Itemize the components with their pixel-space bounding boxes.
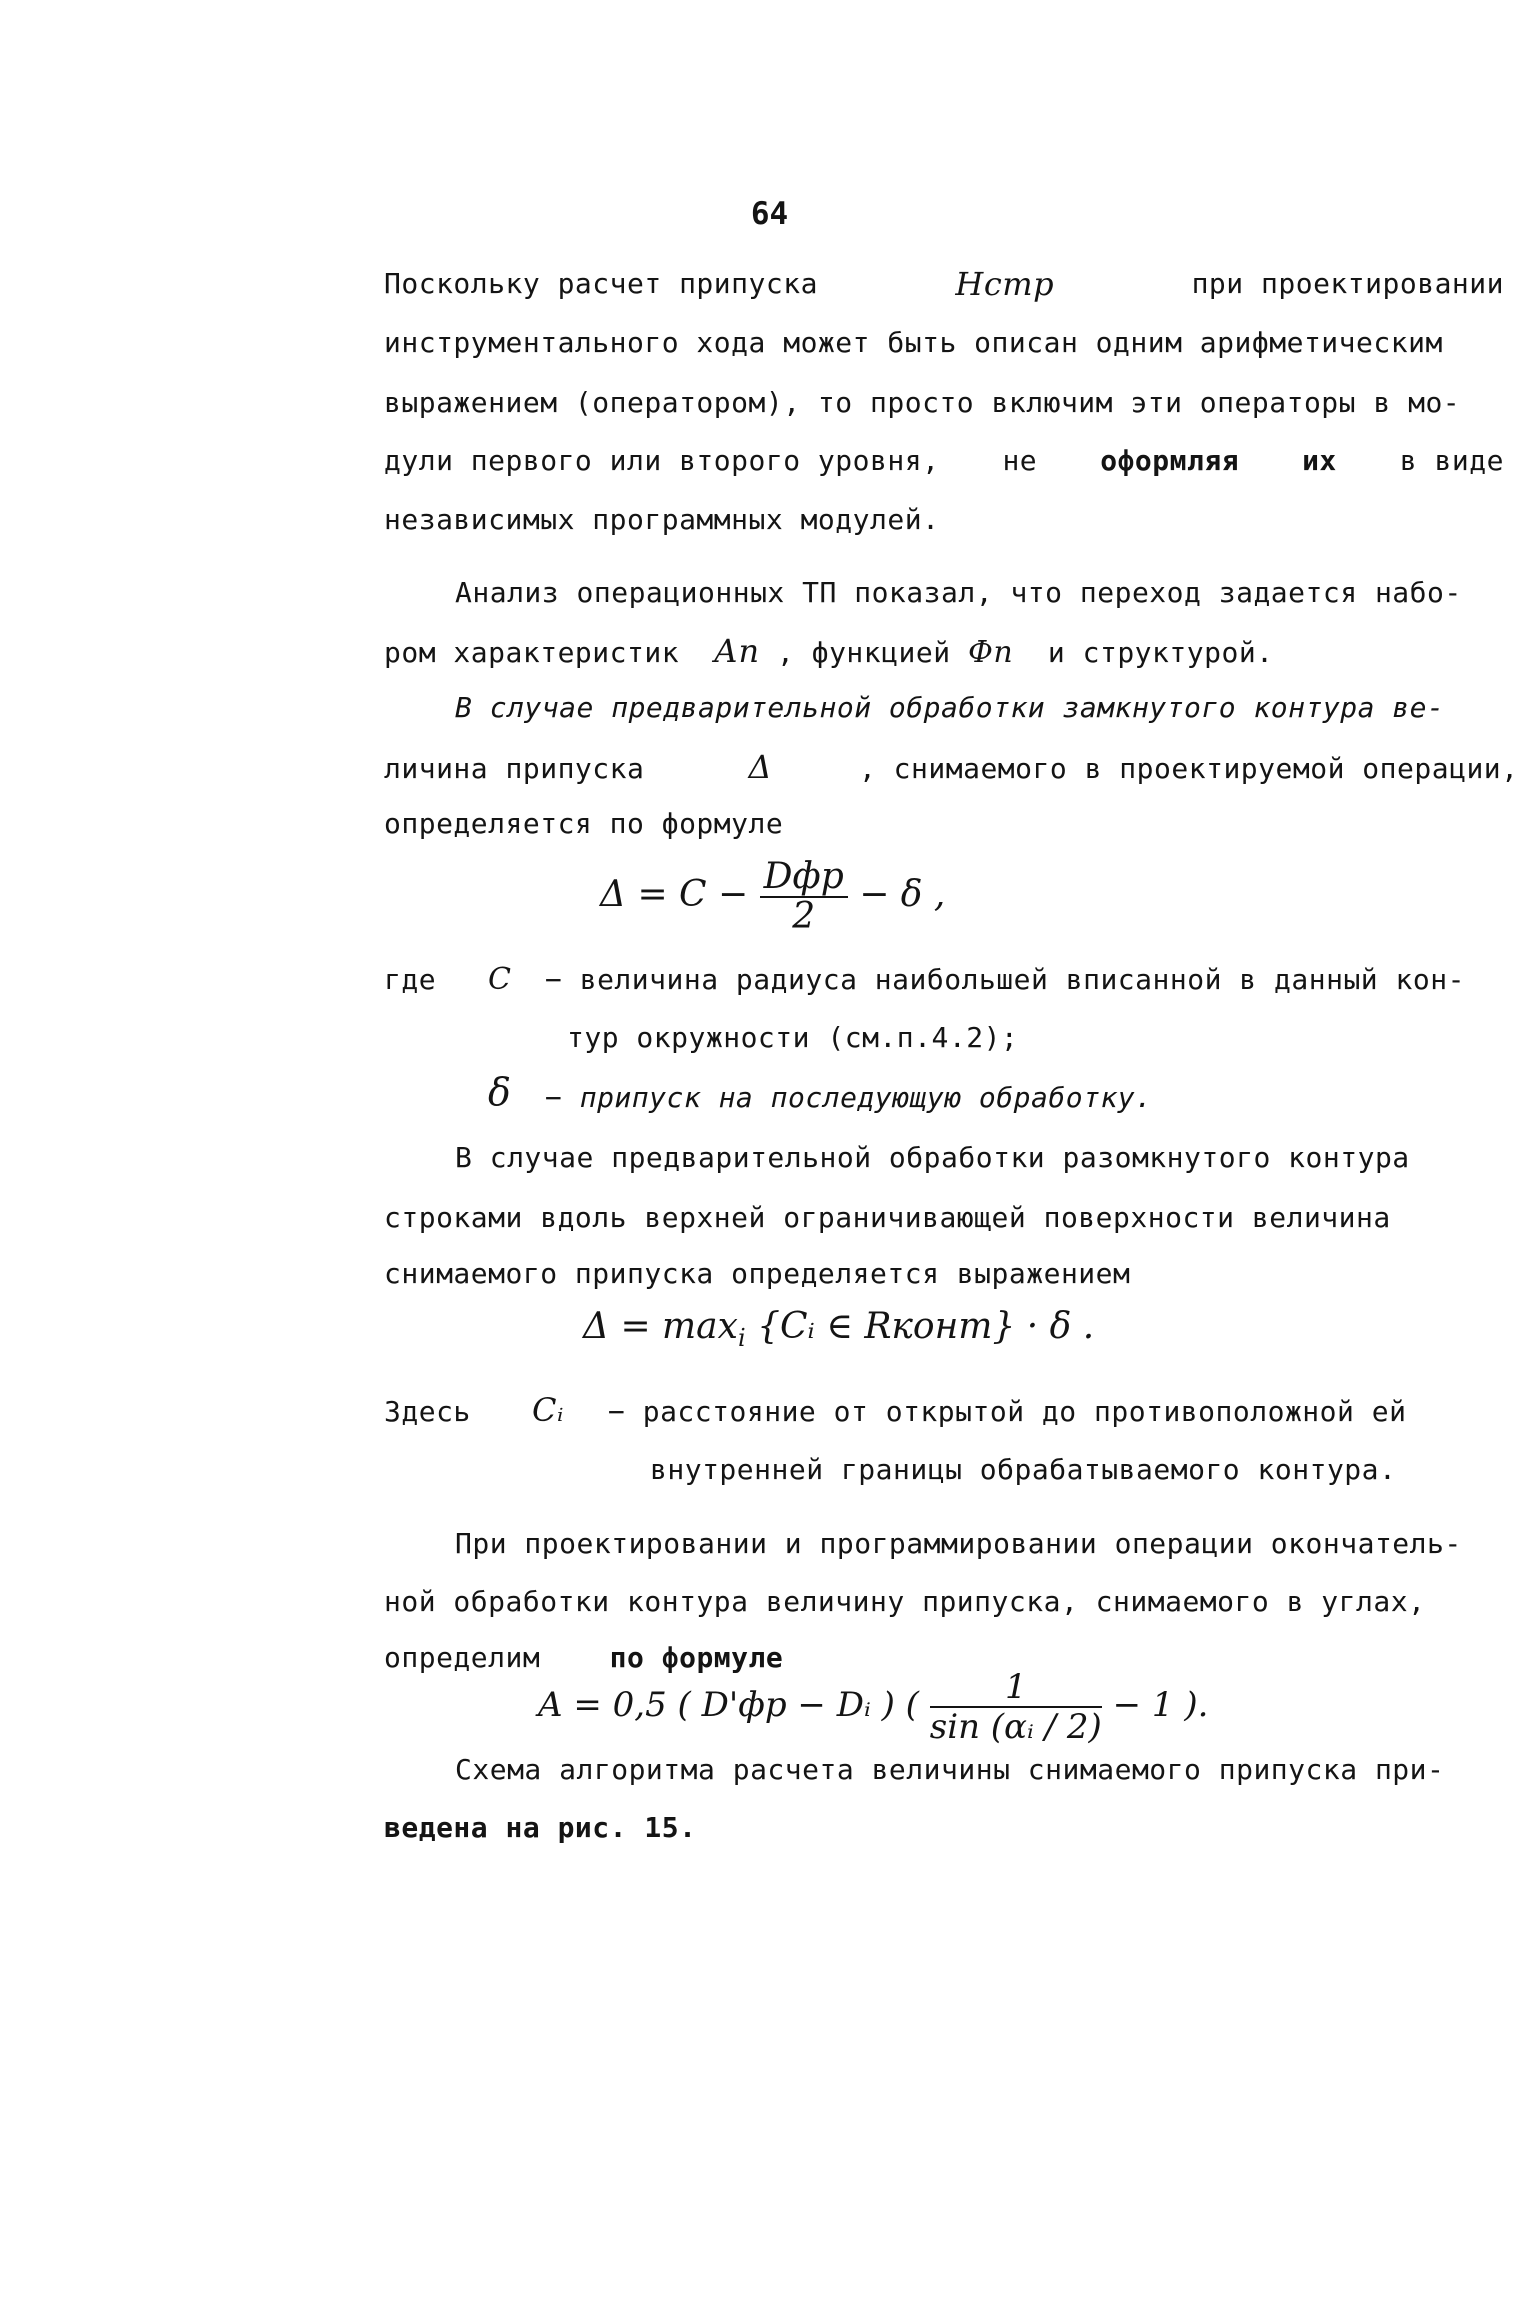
p4-line-1: В случае предварительной обработки разомкнутого контура xyxy=(455,1141,1410,1174)
formula-1-denominator: 2 xyxy=(792,896,816,937)
p2-line-2c: и структурой. xyxy=(1047,636,1274,669)
p2-line-2b: , функцией xyxy=(777,636,951,669)
p5-line-1: При проектировании и программировании операции окончатель- xyxy=(455,1527,1462,1560)
p1-line-3: выражением (оператором), то просто включим эти операторы в мо- xyxy=(384,386,1461,419)
formula-2 xyxy=(583,1306,1094,1352)
where-2-desc-1: − расстояние от открытой до противоположной ей xyxy=(608,1395,1407,1428)
p1-line-2: инструментального хода может быть описан одним арифметическим xyxy=(384,326,1443,359)
formula-1-lhs: Δ = C − xyxy=(600,874,749,915)
formula-1-fraction xyxy=(760,858,848,936)
where-1-label: где xyxy=(384,963,437,996)
formula-2-body: {Cᵢ ∈ Rконт} · δ . xyxy=(757,1306,1095,1347)
p6-line-1: Схема алгоритма расчета величины снимаемого припуска при- xyxy=(455,1753,1445,1786)
p1-line-4e: в виде xyxy=(1399,444,1504,477)
p1-line-1a: Поскольку расчет припуска xyxy=(384,267,818,300)
p1-line-4a: дули первого или второго уровня, xyxy=(384,444,940,477)
formula-1-rhs: − δ , xyxy=(859,874,946,915)
p2-line-2 xyxy=(384,633,1274,671)
p5-line-3b: по формуле xyxy=(609,1641,784,1674)
formula-3-fraction xyxy=(930,1668,1102,1746)
p3-line-1: В случае предварительной обработки замкнутого контура ве- xyxy=(455,691,1445,724)
p2-line-2a: ром характеристик xyxy=(384,636,680,669)
where-2-desc-2: внутренней границы обрабатываемого контура. xyxy=(650,1453,1397,1486)
p1-line-4b: не xyxy=(1002,444,1038,477)
symbol-delta: Δ xyxy=(748,748,773,786)
formula-3 xyxy=(538,1668,1208,1746)
p2-line-1: Анализ операционных ТП показал, что переход задается набо- xyxy=(455,576,1462,609)
formula-1-numerator: Dфр xyxy=(760,858,848,898)
formula-2-lhs: Δ = max xyxy=(583,1306,738,1347)
formula-1 xyxy=(600,858,945,936)
p1-line-4d: их xyxy=(1302,444,1337,477)
page-number: 64 xyxy=(750,196,789,232)
where-2-label: Здесь xyxy=(384,1395,471,1428)
p3-line-3: определяется по формуле xyxy=(384,807,784,840)
p1-line-1 xyxy=(384,266,1504,302)
where-1-desc-1a: − величина радиуса наибольшей вписанной в данный кон- xyxy=(545,963,1465,996)
p1-line-4c: оформляя xyxy=(1100,444,1240,477)
formula-2-subscript: i xyxy=(737,1324,746,1353)
where-1-desc-1b: тур окружности (см.п.4.2); xyxy=(567,1021,1019,1054)
p1-line-1b: при проектировании xyxy=(1191,267,1504,300)
formula-3-numerator: 1 xyxy=(930,1668,1102,1708)
where-1-symbol-delta: δ xyxy=(488,1070,512,1114)
symbol-h-str: Нстр xyxy=(955,265,1055,303)
where-1-symbol-c: C xyxy=(488,962,512,997)
p3-line-2b: , снимаемого в проектируемой операции, xyxy=(858,752,1519,785)
formula-3-denominator: sin (αᵢ / 2) xyxy=(929,1707,1102,1747)
formula-3-rhs: − 1 ). xyxy=(1112,1685,1209,1725)
formula-3-lhs: A = 0,5 ( D'фр − Dᵢ ) ( xyxy=(538,1685,919,1725)
p6-line-2: ведена на рис. 15. xyxy=(384,1811,697,1844)
symbol-a-n: Аn xyxy=(713,632,760,670)
symbol-phi-n: Фn xyxy=(967,635,1014,670)
p5-line-3a: определим xyxy=(384,1641,541,1674)
p4-line-3: снимаемого припуска определяется выражением xyxy=(384,1257,1131,1290)
p1-line-5: независимых программных модулей. xyxy=(384,503,940,536)
p4-line-2: строками вдоль верхней ограничивающей поверхности величина xyxy=(384,1201,1391,1234)
p5-line-2: ной обработки контура величину припуска, снимаемого в углах, xyxy=(384,1585,1426,1618)
where-2-symbol-ci: Cᵢ xyxy=(532,1391,564,1429)
p3-line-2 xyxy=(384,749,1519,787)
where-1-desc-2: − припуск на последующую обработку. xyxy=(545,1081,1153,1114)
p1-line-4 xyxy=(384,443,1504,479)
p3-line-2a: личина припуска xyxy=(384,752,645,785)
